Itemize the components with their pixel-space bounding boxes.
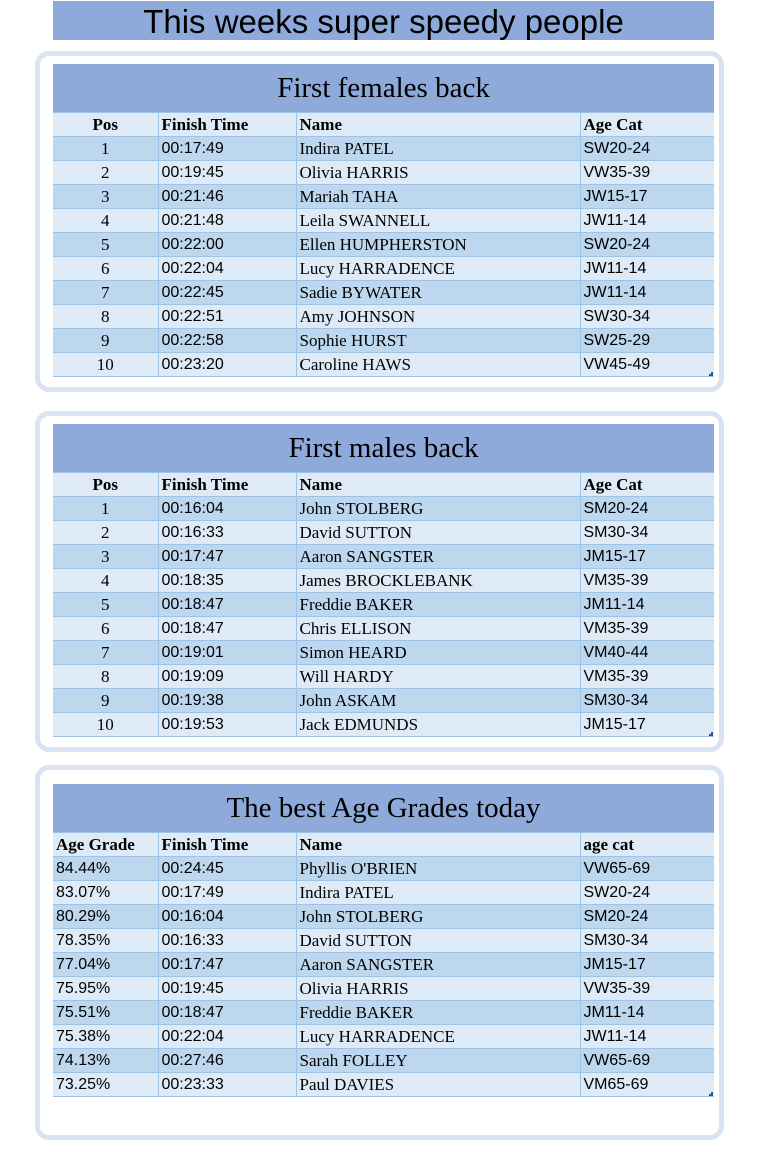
- age-cat-cell: JM15-17: [580, 545, 714, 569]
- age-grade-cell: 78.35%: [53, 929, 158, 953]
- finish-time-cell: 00:16:33: [158, 521, 296, 545]
- age-grade-cell: 73.25%: [53, 1073, 158, 1097]
- position-cell: 8: [53, 665, 158, 689]
- age-cat-cell: SW20-24: [580, 881, 714, 905]
- table-row: [53, 497, 714, 521]
- table-row: [53, 617, 714, 641]
- age-cat-cell: SM20-24: [580, 905, 714, 929]
- finish-time-cell: 00:22:51: [158, 305, 296, 329]
- finish-time-cell: 00:24:45: [158, 857, 296, 881]
- finish-time-cell: 00:18:47: [158, 1001, 296, 1025]
- finish-time-cell: 00:17:49: [158, 137, 296, 161]
- table-row: [53, 305, 714, 329]
- column-header-name: Name: [296, 113, 580, 137]
- females-table-title: First females back: [53, 64, 714, 113]
- column-header-name: Name: [296, 473, 580, 497]
- position-cell: 8: [53, 305, 158, 329]
- age-cat-cell: VW65-69: [580, 857, 714, 881]
- age-grade-cell: 75.38%: [53, 1025, 158, 1049]
- age-cat-cell: VW45-49: [580, 353, 714, 377]
- name-cell: Indira PATEL: [296, 137, 580, 161]
- table-row: [53, 209, 714, 233]
- position-cell: 10: [53, 713, 158, 737]
- name-cell: Lucy HARRADENCE: [296, 257, 580, 281]
- table-row: [53, 593, 714, 617]
- position-cell: 3: [53, 545, 158, 569]
- finish-time-cell: 00:16:33: [158, 929, 296, 953]
- age-cat-cell: JW11-14: [580, 281, 714, 305]
- column-header-age-cat: Age Cat: [580, 113, 714, 137]
- name-cell: Jack EDMUNDS: [296, 713, 580, 737]
- table-row: [53, 1049, 714, 1073]
- age-cat-cell: SW20-24: [580, 233, 714, 257]
- age-cat-cell: VW35-39: [580, 977, 714, 1001]
- name-cell: Leila SWANNELL: [296, 209, 580, 233]
- name-cell: John ASKAM: [296, 689, 580, 713]
- name-cell: Simon HEARD: [296, 641, 580, 665]
- age-cat-cell: SW25-29: [580, 329, 714, 353]
- table-resize-handle: [709, 1092, 713, 1096]
- name-cell: Indira PATEL: [296, 881, 580, 905]
- column-header-pos: Pos: [53, 473, 158, 497]
- age-cat-cell: SM30-34: [580, 521, 714, 545]
- name-cell: Aaron SANGSTER: [296, 953, 580, 977]
- table-row: [53, 905, 714, 929]
- finish-time-cell: 00:16:04: [158, 905, 296, 929]
- name-cell: Chris ELLISON: [296, 617, 580, 641]
- finish-time-cell: 00:18:47: [158, 593, 296, 617]
- table-row: [53, 689, 714, 713]
- name-cell: Sadie BYWATER: [296, 281, 580, 305]
- column-header-age-cat: Age Cat: [580, 473, 714, 497]
- age-grade-cell: 75.51%: [53, 1001, 158, 1025]
- finish-time-cell: 00:19:09: [158, 665, 296, 689]
- position-cell: 4: [53, 209, 158, 233]
- age-grades-panel: [35, 765, 724, 1140]
- position-cell: 3: [53, 185, 158, 209]
- age-cat-cell: VW35-39: [580, 161, 714, 185]
- table-row: [53, 161, 714, 185]
- name-cell: Olivia HARRIS: [296, 161, 580, 185]
- finish-time-cell: 00:22:04: [158, 257, 296, 281]
- table-row: [53, 281, 714, 305]
- table-row: [53, 713, 714, 737]
- table-row: [53, 881, 714, 905]
- table-row: [53, 569, 714, 593]
- name-cell: John STOLBERG: [296, 497, 580, 521]
- position-cell: 1: [53, 137, 158, 161]
- age-cat-cell: VM40-44: [580, 641, 714, 665]
- age-cat-cell: JW11-14: [580, 1025, 714, 1049]
- name-cell: Caroline HAWS: [296, 353, 580, 377]
- age-grade-cell: 80.29%: [53, 905, 158, 929]
- finish-time-cell: 00:22:45: [158, 281, 296, 305]
- name-cell: Lucy HARRADENCE: [296, 1025, 580, 1049]
- finish-time-cell: 00:19:38: [158, 689, 296, 713]
- position-cell: 1: [53, 497, 158, 521]
- finish-time-cell: 00:22:00: [158, 233, 296, 257]
- age-cat-cell: VM35-39: [580, 617, 714, 641]
- name-cell: James BROCKLEBANK: [296, 569, 580, 593]
- age-cat-cell: VM65-69: [580, 1073, 714, 1097]
- position-cell: 5: [53, 593, 158, 617]
- finish-time-cell: 00:22:58: [158, 329, 296, 353]
- table-row: [53, 137, 714, 161]
- column-header-finish-time: Finish Time: [158, 113, 296, 137]
- table-row: [53, 257, 714, 281]
- males-table: [53, 424, 714, 737]
- position-cell: 9: [53, 329, 158, 353]
- column-header-name: Name: [296, 833, 580, 857]
- position-cell: 2: [53, 161, 158, 185]
- table-row: [53, 929, 714, 953]
- name-cell: Aaron SANGSTER: [296, 545, 580, 569]
- name-cell: Freddie BAKER: [296, 1001, 580, 1025]
- name-cell: David SUTTON: [296, 929, 580, 953]
- table-row: [53, 953, 714, 977]
- age-cat-cell: JW11-14: [580, 257, 714, 281]
- position-cell: 5: [53, 233, 158, 257]
- age-cat-cell: JW15-17: [580, 185, 714, 209]
- age-cat-cell: VM35-39: [580, 569, 714, 593]
- name-cell: Mariah TAHA: [296, 185, 580, 209]
- age-cat-cell: JM11-14: [580, 593, 714, 617]
- table-row: [53, 857, 714, 881]
- column-header-finish-time: Finish Time: [158, 833, 296, 857]
- age-grades-table-title: The best Age Grades today: [53, 784, 714, 833]
- finish-time-cell: 00:21:46: [158, 185, 296, 209]
- table-row: [53, 1073, 714, 1097]
- table-row: [53, 641, 714, 665]
- finish-time-cell: 00:19:01: [158, 641, 296, 665]
- column-header-pos: Pos: [53, 113, 158, 137]
- table-row: [53, 665, 714, 689]
- age-cat-cell: VM35-39: [580, 665, 714, 689]
- finish-time-cell: 00:21:48: [158, 209, 296, 233]
- finish-time-cell: 00:19:45: [158, 161, 296, 185]
- name-cell: Sophie HURST: [296, 329, 580, 353]
- age-cat-cell: SW20-24: [580, 137, 714, 161]
- position-cell: 6: [53, 617, 158, 641]
- females-panel: [35, 51, 724, 392]
- table-row: [53, 545, 714, 569]
- name-cell: Ellen HUMPHERSTON: [296, 233, 580, 257]
- finish-time-cell: 00:18:35: [158, 569, 296, 593]
- finish-time-cell: 00:17:47: [158, 545, 296, 569]
- page-title: This weeks super speedy people: [53, 1, 714, 40]
- position-cell: 6: [53, 257, 158, 281]
- table-row: [53, 521, 714, 545]
- name-cell: David SUTTON: [296, 521, 580, 545]
- name-cell: Phyllis O'BRIEN: [296, 857, 580, 881]
- name-cell: Freddie BAKER: [296, 593, 580, 617]
- table-row: [53, 185, 714, 209]
- age-grade-cell: 74.13%: [53, 1049, 158, 1073]
- position-cell: 7: [53, 641, 158, 665]
- name-cell: John STOLBERG: [296, 905, 580, 929]
- age-grade-cell: 77.04%: [53, 953, 158, 977]
- finish-time-cell: 00:17:49: [158, 881, 296, 905]
- name-cell: Amy JOHNSON: [296, 305, 580, 329]
- name-cell: Will HARDY: [296, 665, 580, 689]
- age-grade-cell: 75.95%: [53, 977, 158, 1001]
- finish-time-cell: 00:23:20: [158, 353, 296, 377]
- males-panel: [35, 411, 724, 752]
- name-cell: Olivia HARRIS: [296, 977, 580, 1001]
- column-header-finish-time: Finish Time: [158, 473, 296, 497]
- table-resize-handle: [709, 732, 713, 736]
- finish-time-cell: 00:18:47: [158, 617, 296, 641]
- name-cell: Paul DAVIES: [296, 1073, 580, 1097]
- table-row: [53, 353, 714, 377]
- age-grades-table: [53, 784, 714, 1097]
- finish-time-cell: 00:16:04: [158, 497, 296, 521]
- position-cell: 9: [53, 689, 158, 713]
- finish-time-cell: 00:19:45: [158, 977, 296, 1001]
- column-header-age-grade: Age Grade: [53, 833, 158, 857]
- finish-time-cell: 00:19:53: [158, 713, 296, 737]
- table-row: [53, 233, 714, 257]
- age-grade-cell: 83.07%: [53, 881, 158, 905]
- age-cat-cell: VW65-69: [580, 1049, 714, 1073]
- position-cell: 2: [53, 521, 158, 545]
- finish-time-cell: 00:22:04: [158, 1025, 296, 1049]
- table-resize-handle: [709, 372, 713, 376]
- table-row: [53, 329, 714, 353]
- position-cell: 4: [53, 569, 158, 593]
- age-cat-cell: SM20-24: [580, 497, 714, 521]
- finish-time-cell: 00:27:46: [158, 1049, 296, 1073]
- table-row: [53, 1001, 714, 1025]
- age-cat-cell: JW11-14: [580, 209, 714, 233]
- males-table-title: First males back: [53, 424, 714, 473]
- age-cat-cell: JM15-17: [580, 953, 714, 977]
- age-cat-cell: JM15-17: [580, 713, 714, 737]
- age-cat-cell: SM30-34: [580, 929, 714, 953]
- position-cell: 10: [53, 353, 158, 377]
- name-cell: Sarah FOLLEY: [296, 1049, 580, 1073]
- finish-time-cell: 00:23:33: [158, 1073, 296, 1097]
- age-cat-cell: SW30-34: [580, 305, 714, 329]
- table-row: [53, 977, 714, 1001]
- age-grade-cell: 84.44%: [53, 857, 158, 881]
- finish-time-cell: 00:17:47: [158, 953, 296, 977]
- age-cat-cell: SM30-34: [580, 689, 714, 713]
- column-header-age-cat: age cat: [580, 833, 714, 857]
- position-cell: 7: [53, 281, 158, 305]
- table-row: [53, 1025, 714, 1049]
- age-cat-cell: JM11-14: [580, 1001, 714, 1025]
- females-table: [53, 64, 714, 377]
